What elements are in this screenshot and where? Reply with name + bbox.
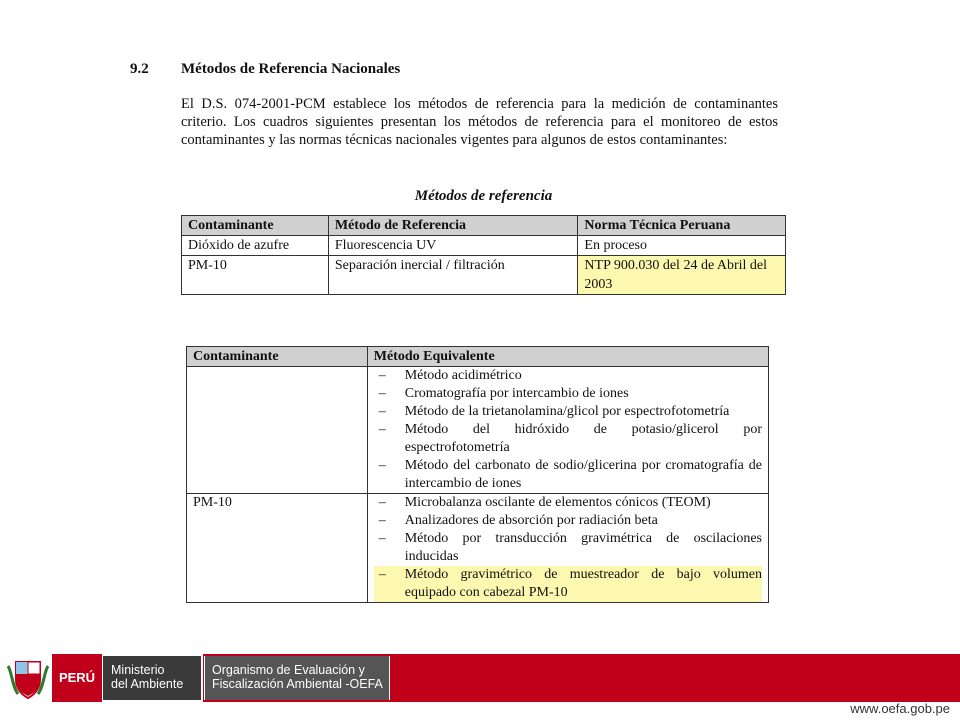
method-text: Método gravimétrico de muestreador de bajo volumen equipado con cabezal PM-10 bbox=[404, 567, 762, 600]
ministry-label bbox=[103, 656, 201, 700]
table-cell: Dióxido de azufre bbox=[182, 236, 329, 256]
table-cell: En proceso bbox=[578, 236, 786, 256]
dash-marker: – bbox=[378, 368, 386, 383]
header-cell: Norma Técnica Peruana bbox=[578, 216, 786, 236]
methods-cell bbox=[367, 494, 768, 603]
method-item bbox=[374, 385, 762, 403]
table1-caption: Métodos de referencia bbox=[414, 188, 553, 204]
highlighted-method-item bbox=[374, 566, 762, 602]
method-text: Método por transducción gravimétrica de oscilaciones inducidas bbox=[404, 531, 762, 564]
table-cell: Separación inercial / filtración bbox=[328, 256, 578, 295]
method-item bbox=[374, 530, 762, 566]
peru-coat-of-arms-icon bbox=[6, 656, 50, 700]
method-item bbox=[374, 512, 762, 530]
method-item bbox=[374, 494, 762, 512]
table-row bbox=[187, 494, 769, 603]
methods-cell bbox=[367, 367, 768, 494]
header-cell: Método Equivalente bbox=[367, 347, 768, 367]
method-text: Método del hidróxido de potasio/glicerol por espectrofotometría bbox=[404, 422, 762, 455]
agency-line: Organismo de Evaluación y bbox=[212, 663, 365, 677]
dash-marker: – bbox=[378, 495, 386, 510]
method-text: Cromatografía por intercambio de iones bbox=[404, 386, 629, 401]
section-title: Métodos de Referencia Nacionales bbox=[181, 61, 401, 77]
dash-marker: – bbox=[378, 458, 386, 473]
header-cell: Contaminante bbox=[182, 216, 329, 236]
dash-marker: – bbox=[378, 513, 386, 528]
table-row bbox=[187, 367, 769, 494]
dash-marker: – bbox=[378, 422, 386, 437]
dash-marker: – bbox=[378, 567, 386, 582]
method-text: Método acidimétrico bbox=[404, 368, 522, 383]
ministry-line: Ministerio bbox=[111, 663, 165, 677]
method-text: Método del carbonato de sodio/glicerina por cromatografía de intercambio de iones bbox=[404, 458, 762, 491]
table-row bbox=[182, 236, 786, 256]
section-number: 9.2 bbox=[130, 61, 149, 77]
peru-label: PERÚ bbox=[52, 654, 102, 702]
website-url[interactable]: www.oefa.gob.pe bbox=[850, 701, 950, 716]
header-cell: Método de Referencia bbox=[328, 216, 578, 236]
table-header-row bbox=[187, 347, 769, 367]
method-text: Método de la trietanolamina/glicol por espectrofotometría bbox=[404, 404, 730, 419]
contaminant-cell bbox=[187, 367, 368, 494]
dash-marker: – bbox=[378, 386, 386, 401]
method-text: Microbalanza oscilante de elementos cónicos (TEOM) bbox=[404, 495, 711, 510]
dash-marker: – bbox=[378, 531, 386, 546]
ministry-line: del Ambiente bbox=[111, 677, 184, 691]
intro-paragraph: El D.S. 074-2001-PCM establece los métodos de referencia para la medición de contaminantes criterio. Los cuadros siguientes presentan los métodos de referencia para el monitoreo de estos contaminantes y las normas técnicas nacionales vigentes para algunos de estos contaminantes: bbox=[181, 96, 778, 148]
agency-label bbox=[204, 656, 390, 700]
highlighted-cell: NTP 900.030 del 24 de Abril del 2003 bbox=[578, 256, 786, 295]
equivalent-methods-table bbox=[186, 346, 769, 603]
reference-methods-table bbox=[181, 215, 786, 295]
contaminant-cell: PM-10 bbox=[187, 494, 368, 603]
table-row bbox=[182, 256, 786, 295]
method-item bbox=[374, 367, 762, 385]
method-item bbox=[374, 457, 762, 493]
method-item bbox=[374, 403, 762, 421]
agency-line: Fiscalización Ambiental -OEFA bbox=[212, 677, 383, 691]
method-text: Analizadores de absorción por radiación beta bbox=[404, 513, 658, 528]
table-header-row bbox=[182, 216, 786, 236]
method-item bbox=[374, 421, 762, 457]
header-cell: Contaminante bbox=[187, 347, 368, 367]
table-cell: Fluorescencia UV bbox=[328, 236, 578, 256]
table-cell: PM-10 bbox=[182, 256, 329, 295]
dash-marker: – bbox=[378, 404, 386, 419]
